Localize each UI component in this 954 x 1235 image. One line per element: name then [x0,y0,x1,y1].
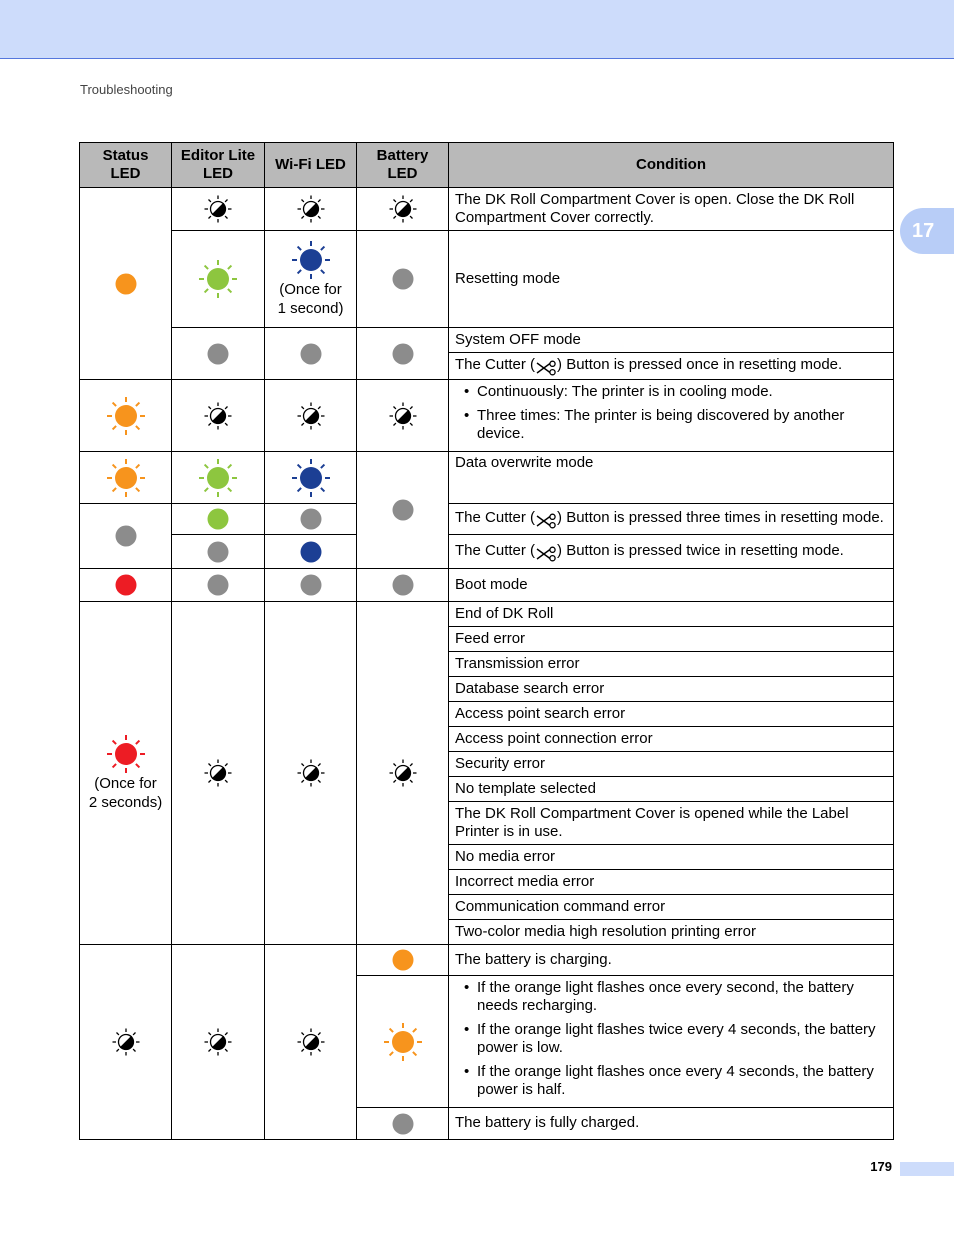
condition-cell: System OFF mode [449,328,894,353]
editor-led-cell [172,535,265,569]
condition-cell: Communication command error [449,895,894,920]
led-flashing-icon [198,468,238,485]
condition-cell: The DK Roll Compartment Cover is open. Close the DK Roll Compartment Cover correctly. [449,188,894,231]
condition-cell: Transmission error [449,652,894,677]
status-led-cell [80,945,172,1140]
wifi-led-cell [265,188,357,231]
cutter-scissors-icon [535,545,557,561]
led-note: 1 second) [277,300,344,317]
bullet-list [455,383,887,443]
header-editor-lite-led: Editor Lite LED [172,143,265,188]
led-off-icon [392,576,414,593]
led-flashing-icon [296,200,326,217]
led-off-icon [207,344,229,361]
wifi-led-cell [265,504,357,535]
condition-cell: Two-color media high resolution printing error [449,920,894,945]
table-row [80,504,894,535]
led-flashing-icon [203,764,233,781]
wifi-led-cell [265,328,357,380]
condition-cell: Access point connection error [449,727,894,752]
table-row [80,452,894,504]
condition-cell: The Cutter ( ) Button is pressed once in resetting mode. [449,353,894,380]
condition-cell: Database search error [449,677,894,702]
header-condition: Condition [449,143,894,188]
cutter-scissors-icon [535,512,557,528]
condition-cell: The Cutter ( ) Button is pressed three times in resetting mode. [449,504,894,535]
led-flashing-icon [383,1032,423,1049]
wifi-led-cell [265,569,357,602]
list-item: • Continuously: The printer is in cooling mode. [477,383,887,401]
battery-led-cell [357,569,449,602]
editor-led-cell [172,452,265,504]
editor-led-cell [172,188,265,231]
condition-cell: Data overwrite mode [449,452,894,504]
led-off-icon [392,501,414,518]
led-flashing-icon [203,1033,233,1050]
list-item: • If the orange light flashes once every second, the battery needs recharging. [477,979,887,1015]
header-wifi-led: Wi-Fi LED [265,143,357,188]
battery-led-cell [357,231,449,328]
condition-cell: Incorrect media error [449,870,894,895]
condition-cell: The battery is fully charged. [449,1108,894,1140]
table-row [80,945,894,976]
editor-led-cell [172,380,265,452]
battery-led-cell [357,328,449,380]
wifi-led-cell [265,452,357,504]
editor-led-cell [172,945,265,1140]
led-lit-icon [300,542,322,559]
condition-cell: End of DK Roll [449,602,894,627]
led-flashing-icon [291,468,331,485]
wifi-led-cell [265,602,357,945]
led-off-icon [300,344,322,361]
led-off-icon [207,542,229,559]
header-status-led: Status LED [80,143,172,188]
status-led-cell [80,504,172,569]
wifi-led-cell [265,380,357,452]
editor-led-cell [172,504,265,535]
led-off-icon [392,344,414,361]
list-item: • If the orange light flashes once every 4 seconds, the battery power is half. [477,1063,887,1099]
led-flashing-icon [111,1033,141,1050]
list-item: • If the orange light flashes twice every 4 seconds, the battery power is low. [477,1021,887,1057]
battery-led-cell [357,188,449,231]
table-row [80,231,894,328]
condition-cell: Resetting mode [449,231,894,328]
editor-led-cell [172,569,265,602]
led-note: 2 seconds) [88,794,163,811]
condition-cell: Access point search error [449,702,894,727]
wifi-led-cell [265,945,357,1140]
led-status-table [79,142,894,1140]
status-led-cell [80,380,172,452]
led-off-icon [300,576,322,593]
page-number: 179 [870,1159,892,1174]
condition-cell: Feed error [449,627,894,652]
led-off-icon [207,576,229,593]
led-lit-icon [115,576,137,593]
wifi-led-cell [265,535,357,569]
led-note: (Once for [94,775,157,792]
led-flashing-icon [106,745,146,762]
chapter-tab[interactable]: 17 [900,208,954,254]
table-row [80,328,894,353]
status-led-cell [80,188,172,380]
section-title: Troubleshooting [80,82,173,97]
footer-bar [900,1162,954,1176]
condition-cell: The DK Roll Compartment Cover is opened while the Label Printer is in use. [449,802,894,845]
table-row [80,380,894,452]
led-lit-icon [392,951,414,968]
led-lit-icon [115,274,137,291]
battery-led-cell [357,452,449,569]
table-header-row [80,143,894,188]
condition-cell [449,380,894,452]
top-header-band [0,0,954,59]
bullet-list [455,979,887,1099]
led-flashing-icon [203,200,233,217]
led-note: (Once for [279,281,342,298]
condition-cell: Security error [449,752,894,777]
led-off-icon [115,527,137,544]
battery-led-cell [357,945,449,976]
led-off-icon [392,1114,414,1131]
wifi-led-cell [265,231,357,328]
led-lit-icon [207,510,229,527]
cutter-scissors-icon [535,359,557,375]
battery-led-cell [357,602,449,945]
header-battery-led: Battery LED [357,143,449,188]
led-flashing-icon [198,270,238,287]
led-flashing-icon [388,406,418,423]
condition-cell [449,976,894,1108]
status-led-cell [80,569,172,602]
condition-cell: No template selected [449,777,894,802]
table-row [80,602,894,627]
led-flashing-icon [106,406,146,423]
status-led-cell [80,602,172,945]
condition-cell: The battery is charging. [449,945,894,976]
led-flashing-icon [296,1033,326,1050]
editor-led-cell [172,602,265,945]
led-flashing-icon [203,406,233,423]
list-item: • Three times: The printer is being discovered by another device. [477,407,887,443]
status-led-cell [80,452,172,504]
led-flashing-icon [296,406,326,423]
led-flashing-icon [388,764,418,781]
led-off-icon [392,270,414,287]
condition-cell: Boot mode [449,569,894,602]
led-flashing-icon [106,468,146,485]
battery-led-cell [357,1108,449,1140]
led-flashing-icon [388,200,418,217]
condition-cell: No media error [449,845,894,870]
condition-cell: The Cutter ( ) Button is pressed twice in resetting mode. [449,535,894,569]
led-off-icon [300,510,322,527]
editor-led-cell [172,328,265,380]
table-row [80,569,894,602]
led-flashing-icon [291,251,331,268]
battery-led-cell [357,976,449,1108]
editor-led-cell [172,231,265,328]
table-row [80,188,894,231]
battery-led-cell [357,380,449,452]
led-flashing-icon [296,764,326,781]
table-row [80,535,894,569]
